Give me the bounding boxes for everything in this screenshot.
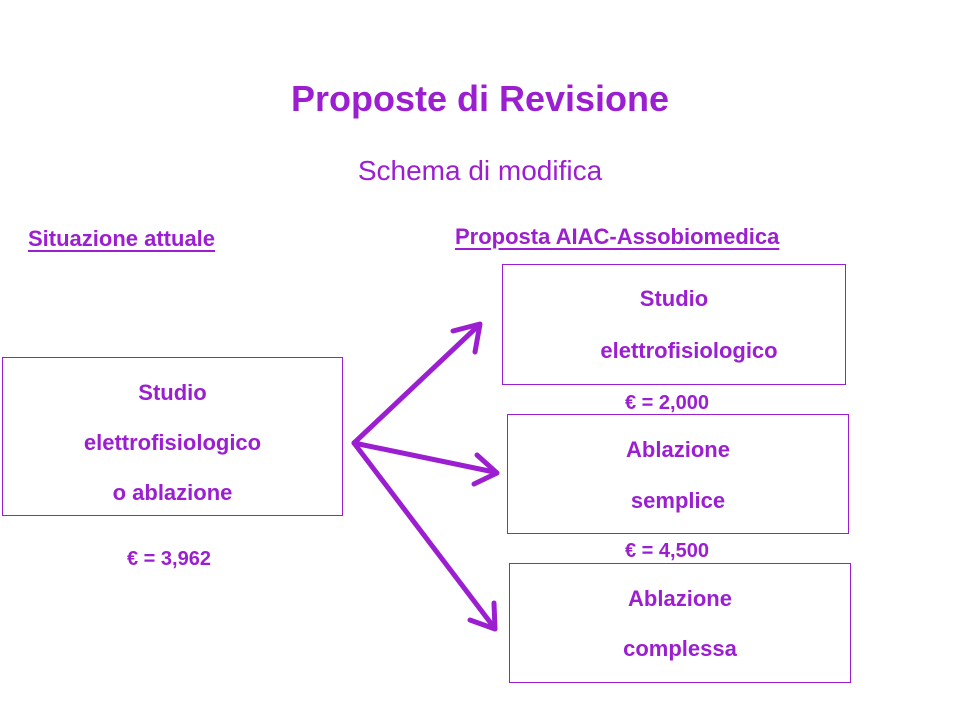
arrow-to-complex-ablation: [354, 443, 495, 629]
price-simple-ablation: € = 4,500: [625, 540, 709, 562]
arrow-to-simple-ablation: [354, 443, 497, 484]
box-current-line2: elettrofisiologico: [83, 430, 262, 455]
page-title: Proposte di Revisione: [290, 78, 670, 119]
box-simple-line2: semplice: [630, 488, 726, 513]
price-study: € = 2,000: [625, 392, 709, 414]
page-subtitle: Schema di modifica: [357, 155, 603, 186]
box-simple-line1: Ablazione: [626, 437, 730, 462]
price-current: € = 3,962: [127, 548, 211, 570]
box-study-line2: elettrofisiologico: [600, 338, 778, 363]
box-complex-line2: complessa: [623, 636, 737, 661]
box-complex-line1: Ablazione: [628, 586, 732, 611]
box-current-line3: o ablazione: [112, 480, 233, 505]
box-current-line1: Studio: [138, 380, 207, 405]
heading-proposal: Proposta AIAC-Assobiomedica: [455, 224, 780, 249]
box-study-line1: Studio: [639, 286, 709, 311]
heading-current-situation: Situazione attuale: [28, 226, 216, 251]
arrow-to-study: [354, 324, 480, 443]
